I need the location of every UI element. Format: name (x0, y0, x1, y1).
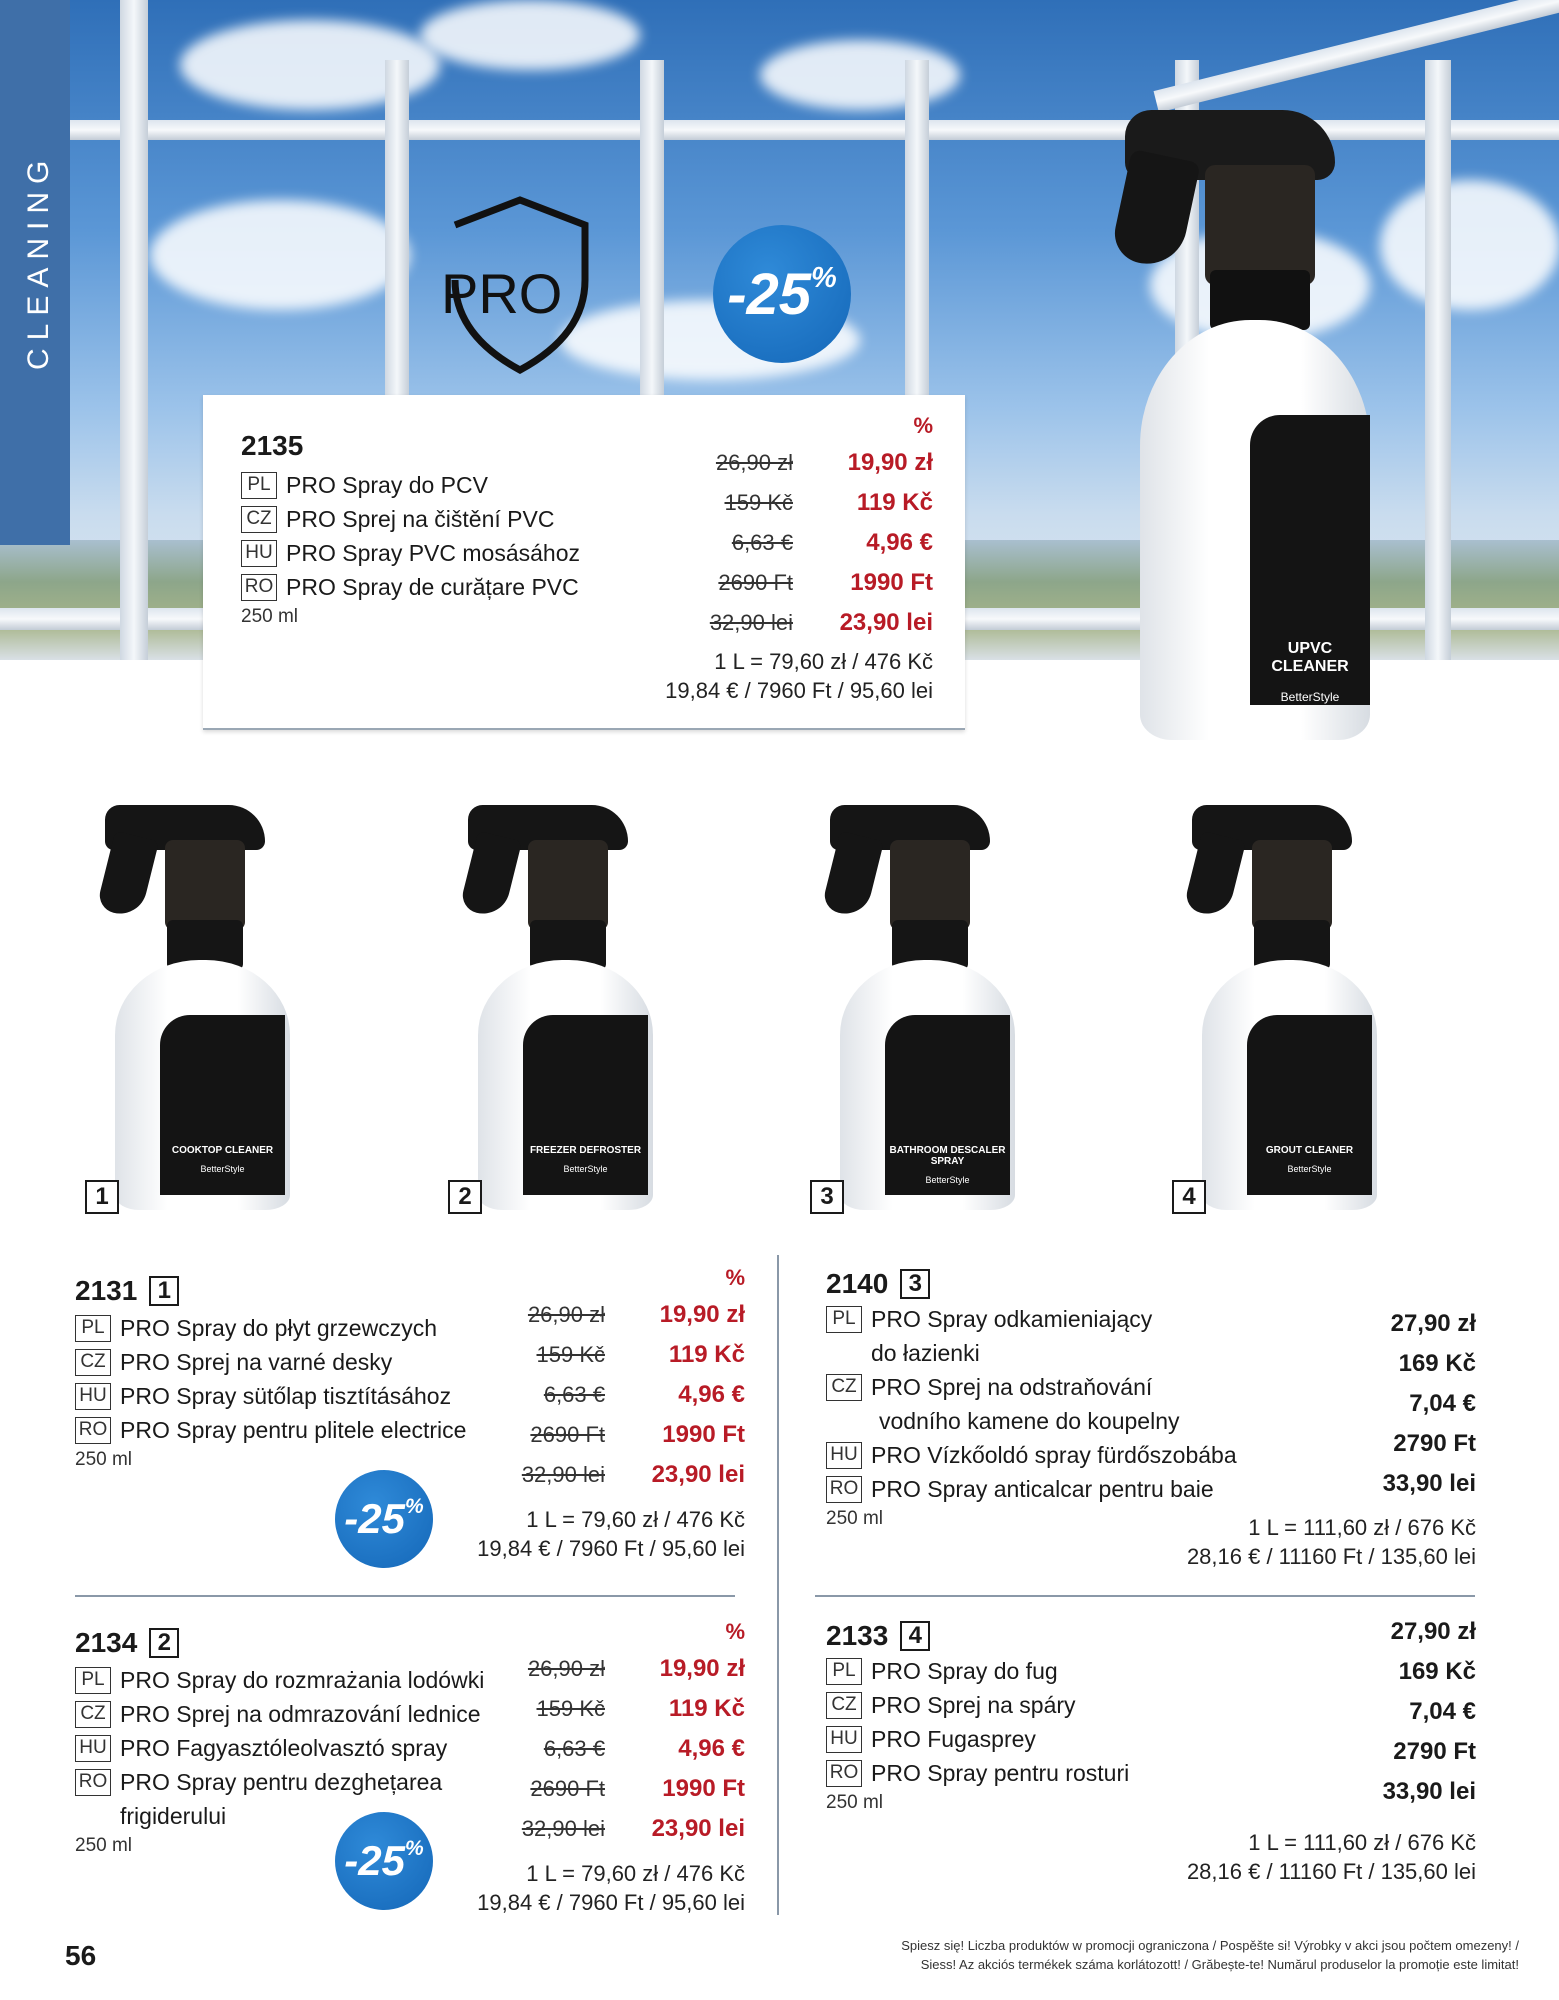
hero-bottle (1100, 95, 1400, 755)
name-hu: HU PRO Spray sütőlap tisztításához (75, 1379, 745, 1413)
hero-name-pl: PL PRO Spray do PCV (241, 468, 580, 502)
bottle-brand: BetterStyle (563, 1164, 608, 1174)
hero-name-ro: RO PRO Spray de curățare PVC (241, 570, 580, 604)
name-pl: PL PRO Spray do płyt grzewczych (75, 1311, 745, 1345)
hero-product-code: 2135 (241, 430, 304, 461)
name-ro: RO PRO Spray pentru plitele electrice (75, 1413, 745, 1447)
unit-line1: 1 L = 79,60 zł / 476 Kč (526, 1507, 745, 1532)
footnote-line1: Spiesz się! Liczba produktów w promocji ograniczona / Pospěšte si! Výrobky v akci jsou počtem omezeny! / (901, 1938, 1519, 1953)
divider (75, 1595, 735, 1597)
name-hu: HU PRO Fagyasztóleolvasztó spray (75, 1731, 745, 1765)
bottle-number-tag: 1 (85, 1180, 119, 1214)
product-2140 (826, 1268, 1476, 1578)
product-num-badge: 3 (900, 1269, 930, 1299)
volume: 250 ml (826, 1508, 884, 1529)
name-pl-cont: do łazienki (871, 1339, 980, 1366)
hero-name-cz: CZ PRO Sprej na čištění PVC (241, 502, 580, 536)
product-bottle-4 (1172, 800, 1392, 1220)
name-cz-cont: vodního kamene do koupelny (879, 1407, 1180, 1434)
product-2133 (826, 1620, 1476, 1895)
name-hu: HU PRO Vízkőoldó spray fürdőszobába (826, 1438, 1476, 1472)
bottle-brand: BetterStyle (1287, 1164, 1332, 1174)
pro-shield-logo (435, 195, 615, 375)
hero-volume: 250 ml (241, 606, 299, 627)
volume: 250 ml (75, 1449, 133, 1470)
bottle-label-text: BATHROOM DESCALER SPRAY (889, 1145, 1006, 1167)
volume: 250 ml (826, 1792, 884, 1813)
name-pl: PL PRO Spray odkamieniający (826, 1302, 1476, 1336)
product-code: 2134 (75, 1627, 138, 1658)
unit-line2: 28,16 € / 11160 Ft / 135,60 lei (1186, 1544, 1476, 1569)
bottle-number-tag: 4 (1172, 1180, 1206, 1214)
hero-bottle-label (1250, 415, 1370, 705)
discount-badge-2131: -25 % (335, 1470, 433, 1568)
section-label: CLEANING (22, 152, 55, 370)
product-bottle-2 (448, 800, 668, 1220)
page-number: 56 (65, 1940, 97, 1971)
price-block: % 26,90 zł 19,90 zł 159 Kč 119 Kč 6,63 € 4,96 € 2690 Ft 1990 Ft 32,90 lei 23,90 lei (521, 1619, 745, 1842)
product-code: 2131 (75, 1275, 138, 1306)
discount-badge-2134: -25 % (335, 1812, 433, 1910)
discount-badge (713, 225, 851, 363)
product-num-badge: 2 (149, 1628, 179, 1658)
pro-logo-text: PRO (441, 262, 563, 325)
unit-line1: 1 L = 79,60 zł / 476 Kč (526, 1861, 745, 1886)
name-pl: PL PRO Spray do fug (826, 1654, 1476, 1688)
unit-line1: 1 L = 111,60 zł / 676 Kč (1248, 1830, 1476, 1855)
hero-price-block: % 26,90 zł 19,90 zł 159 Kč 119 Kč 6,63 € 4,96 € 2690 Ft 1990 Ft 32,90 lei 23,90 lei 1 L = 79,60 zł / 476 Kč 19,84 € / 7960 Ft / 95,60 lei (613, 413, 933, 705)
bottle-label (885, 1015, 1010, 1195)
unit-line2: 28,16 € / 11160 Ft / 135,60 lei (1186, 1859, 1476, 1884)
name-ro-cont: frigiderului (120, 1802, 227, 1829)
volume: 250 ml (75, 1835, 133, 1856)
column-divider (777, 1255, 779, 1915)
bottle-label (523, 1015, 648, 1195)
unit-line1: 1 L = 111,60 zł / 676 Kč (1248, 1515, 1476, 1540)
bottle-label-text: COOKTOP CLEANER (171, 1145, 274, 1156)
name-hu: HU PRO Fugasprey (826, 1722, 1476, 1756)
product-bottle-3 (810, 800, 1030, 1220)
name-cz: CZ PRO Sprej na spáry (826, 1688, 1476, 1722)
name-pl: PL PRO Spray do rozmrażania lodówki (75, 1663, 745, 1697)
hero-bottle-brand: BetterStyle (1280, 690, 1340, 704)
product-bottle-1 (85, 800, 305, 1220)
bottle-number-tag: 2 (448, 1180, 482, 1214)
bottle-label-text: FREEZER DEFROSTER (529, 1145, 642, 1156)
unit-line2: 19,84 € / 7960 Ft / 95,60 lei (477, 1536, 745, 1561)
bottle-label (160, 1015, 285, 1195)
hero-unit-line1: 1 L = 79,60 zł / 476 Kč (714, 649, 933, 674)
name-ro: RO PRO Spray pentru rosturi (826, 1756, 1476, 1790)
hero-unit-line2: 19,84 € / 7960 Ft / 95,60 lei (665, 678, 933, 703)
name-cz: CZ PRO Sprej na odmrazování lednice (75, 1697, 745, 1731)
bottle-brand: BetterStyle (200, 1164, 245, 1174)
bottle-label (1247, 1015, 1372, 1195)
footnote-line2: Siess! Az akciós termékek száma korlátozott! / Grăbește-te! Numărul produselor la promoție este limitat! (920, 1957, 1519, 1972)
product-num-badge: 1 (149, 1276, 179, 1306)
product-num-badge: 4 (900, 1621, 930, 1651)
bottle-brand: BetterStyle (925, 1175, 970, 1185)
hero-pct-header: % (913, 413, 933, 438)
hero-bottle-label-text: UPVC CLEANER (1271, 640, 1349, 675)
bottle-label-text: GROUT CLEANER (1265, 1145, 1354, 1156)
name-ro: RO PRO Spray anticalcar pentru baie (826, 1472, 1476, 1506)
promo-footnote (819, 1936, 1519, 1974)
product-code: 2133 (826, 1620, 889, 1651)
name-ro: RO PRO Spray pentru dezghețarea (75, 1765, 745, 1799)
hero-product-card (203, 395, 965, 730)
discount-value: -25 (727, 261, 812, 327)
price-block: 27,90 zł 169 Kč 7,04 € 2790 Ft 33,90 lei (1382, 1618, 1476, 1805)
section-tab (0, 0, 70, 545)
price-block: % 26,90 zł 19,90 zł 159 Kč 119 Kč 6,63 € 4,96 € 2690 Ft 1990 Ft 32,90 lei 23,90 lei (521, 1265, 745, 1488)
bottle-number-tag: 3 (810, 1180, 844, 1214)
name-cz: CZ PRO Sprej na varné desky (75, 1345, 745, 1379)
price-block: 27,90 zł 169 Kč 7,04 € 2790 Ft 33,90 lei (1382, 1310, 1476, 1497)
discount-pct: % (811, 261, 837, 294)
divider (815, 1595, 1475, 1597)
unit-line2: 19,84 € / 7960 Ft / 95,60 lei (477, 1890, 745, 1915)
product-code: 2140 (826, 1268, 889, 1299)
name-cz: CZ PRO Sprej na odstraňování (826, 1370, 1476, 1404)
hero-name-hu: HU PRO Spray PVC mosásához (241, 536, 580, 570)
